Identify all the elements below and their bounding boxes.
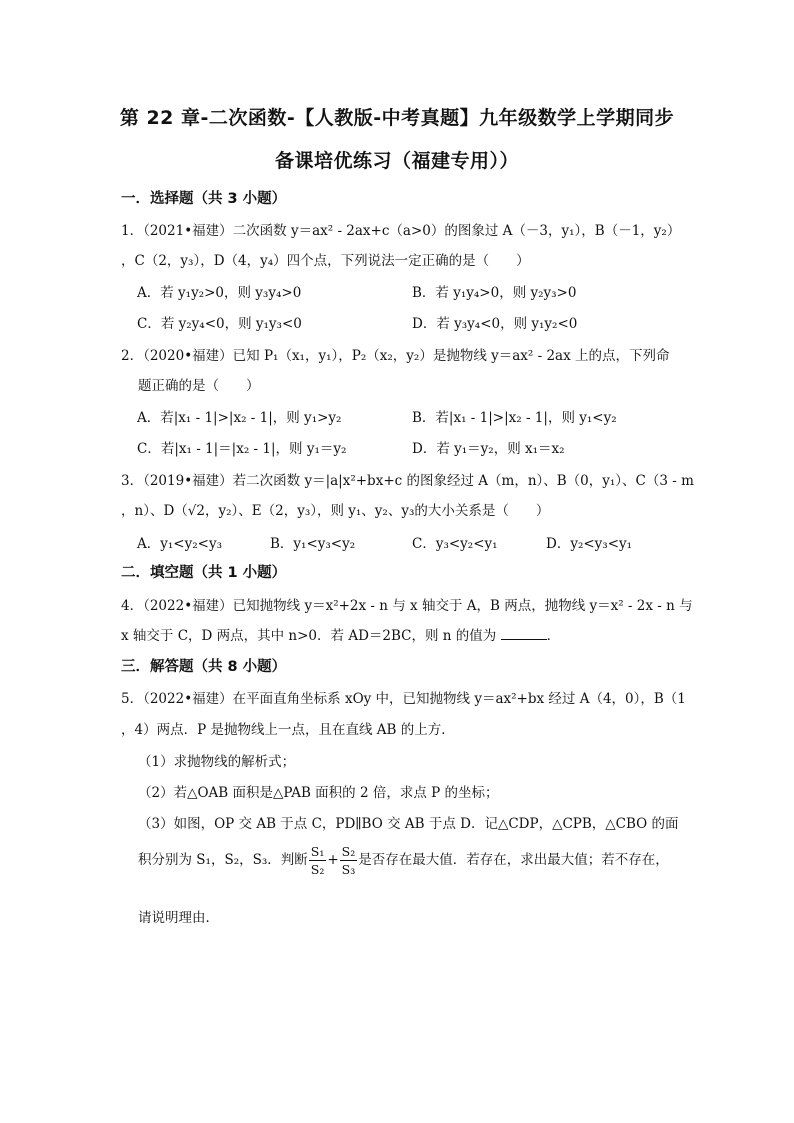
question-1-line1: 1．（2021•福建）二次函数 y＝ax² - 2ax+c（a>0）的图象过 A（－3，y₁），B（－1，y₂） xyxy=(121,223,681,239)
question-5-line1: 5．（2022•福建）在平面直角坐标系 xOy 中，已知抛物线 y＝ax²+bx 经过 A（4，0），B（1 xyxy=(121,691,686,707)
question-1-line2: ，C（2，y₃），D（4，y₄）四个点，下列说法一定正确的是（ ） xyxy=(121,253,530,269)
document-title-line2: 备课培优练习（福建专用）） xyxy=(274,150,519,172)
question-1-option-d: D．若 y₃y₄<0，则 y₁y₂<0 xyxy=(412,316,578,332)
question-4-line2 xyxy=(121,624,560,644)
question-5-part2: （2）若△OAB 面积是△PAB 面积的 2 倍，求点 P 的坐标； xyxy=(138,785,499,801)
fraction-s2-s3 xyxy=(340,843,358,878)
question-1-option-c: C．若 y₂y₄<0，则 y₁y₃<0 xyxy=(137,316,302,332)
question-3-option-a: A．y₁<y₂<y₃ xyxy=(137,536,222,552)
section-heading-choice: 一．选择题（共 3 小题） xyxy=(121,191,287,207)
question-2-option-b: B．若|x₁ - 1|>|x₂ - 1|，则 y₁<y₂ xyxy=(412,410,617,426)
fraction-denominator: S₃ xyxy=(341,862,356,877)
question-3-line2: ，n）、D（√2，y₂）、E（2，y₃），则 y₁、y₂、y₃的大小关系是（ ） xyxy=(121,503,550,519)
question-3-option-d: D．y₂<y₃<y₁ xyxy=(546,536,633,552)
document-title-line1: 第 22 章-二次函数-【人教版-中考真题】九年级数学上学期同步 xyxy=(119,107,675,129)
question-5-part3-text: 积分别为 S₁，S₂，S₃．判断 xyxy=(138,852,308,868)
question-3-option-b: B．y₁<y₃<y₂ xyxy=(270,536,356,552)
question-2-line1: 2．（2020•福建）已知 P₁（x₁，y₁），P₂（x₂，y₂）是抛物线 y＝ax² - 2ax 上的点，下列命 xyxy=(121,348,670,364)
question-1-option-a: A．若 y₁y₂>0，则 y₃y₄>0 xyxy=(137,285,302,301)
question-4-line1: 4．（2022•福建）已知抛物线 y＝x²+2x - n 与 x 轴交于 A，B 两点，抛物线 y＝x² - 2x - n 与 xyxy=(121,598,693,614)
section-heading-answer: 三．解答题（共 8 小题） xyxy=(121,659,287,675)
fraction-numerator: S₁ xyxy=(310,844,325,859)
question-3-line1: 3．（2019•福建）若二次函数 y＝|a|x²+bx+c 的图象经过 A（m，n）、B（0，y₁）、C（3 - m xyxy=(121,473,694,489)
question-2-line2: 题正确的是（ ） xyxy=(138,378,260,394)
question-5-part1: （1）求抛物线的解析式； xyxy=(138,754,296,770)
question-5-line2: ，4）两点．P 是抛物线上一点，且在直线 AB 的上方． xyxy=(121,722,455,738)
question-4-line2-end: ． xyxy=(546,628,561,644)
fraction-s1-s2 xyxy=(309,843,327,878)
question-1-option-b: B．若 y₁y₄>0，则 y₂y₃>0 xyxy=(412,285,577,301)
fraction-denominator: S₂ xyxy=(310,862,325,877)
question-3-option-c: C．y₃<y₂<y₁ xyxy=(412,536,498,552)
question-5-part3: （3）如图，OP 交 AB 于点 C，PD∥BO 交 AB 于点 D．记△CDP，△CPB，△CBO 的面 xyxy=(138,816,679,832)
question-2-option-c: C．若|x₁ - 1|＝|x₂ - 1|，则 y₁＝y₂ xyxy=(137,441,347,457)
question-5-part3-final: 请说明理由． xyxy=(138,910,219,926)
question-5-part3-end: 是否存在最大值．若存在，求出最大值；若不存在， xyxy=(358,852,669,868)
section-heading-fill: 二．填空题（共 1 小题） xyxy=(121,565,287,581)
question-2-option-d: D．若 y₁＝y₂，则 x₁＝x₂ xyxy=(412,441,565,457)
question-5-part3-cont xyxy=(138,843,669,878)
plus-sign: + xyxy=(327,852,339,868)
answer-blank xyxy=(501,627,547,640)
question-4-line2-text: x 轴交于 C，D 两点，其中 n>0．若 AD＝2BC，则 n 的值为 xyxy=(121,628,497,644)
fraction-numerator: S₂ xyxy=(341,844,356,859)
question-2-option-a: A．若|x₁ - 1|>|x₂ - 1|，则 y₁>y₂ xyxy=(137,410,342,426)
